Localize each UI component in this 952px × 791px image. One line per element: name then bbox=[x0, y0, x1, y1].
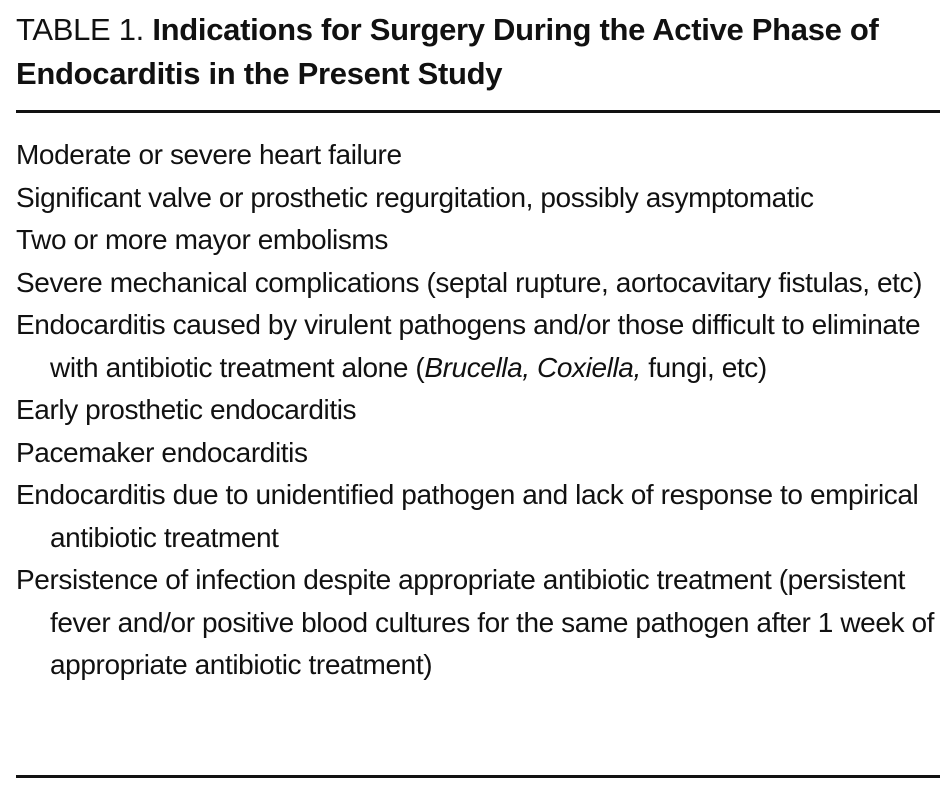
top-rule bbox=[16, 110, 940, 113]
list-item: Significant valve or prosthetic regurgitation, possibly asymptomatic bbox=[16, 181, 814, 213]
table-container bbox=[16, 8, 940, 680]
list-item: Two or more mayor embolisms bbox=[16, 224, 388, 255]
list-item: Persistence of infection despite appropriate antibiotic treatment (persistent fever and/or positive blood cultures for the same pathogen after 1 week of appropriate antibiotic treatment) bbox=[16, 564, 935, 680]
list-item-text: Endocarditis caused by virulent pathogens and/or those difficult to eliminate with antibiotic treatment alone ( bbox=[16, 309, 921, 383]
bottom-rule bbox=[16, 775, 940, 778]
table-caption: Indications for Surgery During the Active Phase of Endocarditis in the Present Study bbox=[16, 12, 879, 91]
list-item-italic-text: Brucella, Coxiella, bbox=[424, 351, 641, 383]
list-item: Moderate or severe heart failure bbox=[16, 139, 402, 170]
indications-list bbox=[16, 134, 940, 687]
table-title bbox=[16, 8, 940, 96]
list-item-text: fungi, etc) bbox=[640, 351, 767, 383]
list-item: Endocarditis due to unidentified pathogen and lack of response to empirical antibiotic treatment bbox=[16, 479, 919, 553]
list-item bbox=[16, 304, 940, 389]
list-item: Severe mechanical complications (septal rupture, aortocavitary fistulas, etc) bbox=[16, 266, 923, 298]
list-item: Early prosthetic endocarditis bbox=[16, 394, 357, 425]
table-label: TABLE 1. bbox=[16, 12, 144, 47]
list-item: Pacemaker endocarditis bbox=[16, 436, 308, 468]
